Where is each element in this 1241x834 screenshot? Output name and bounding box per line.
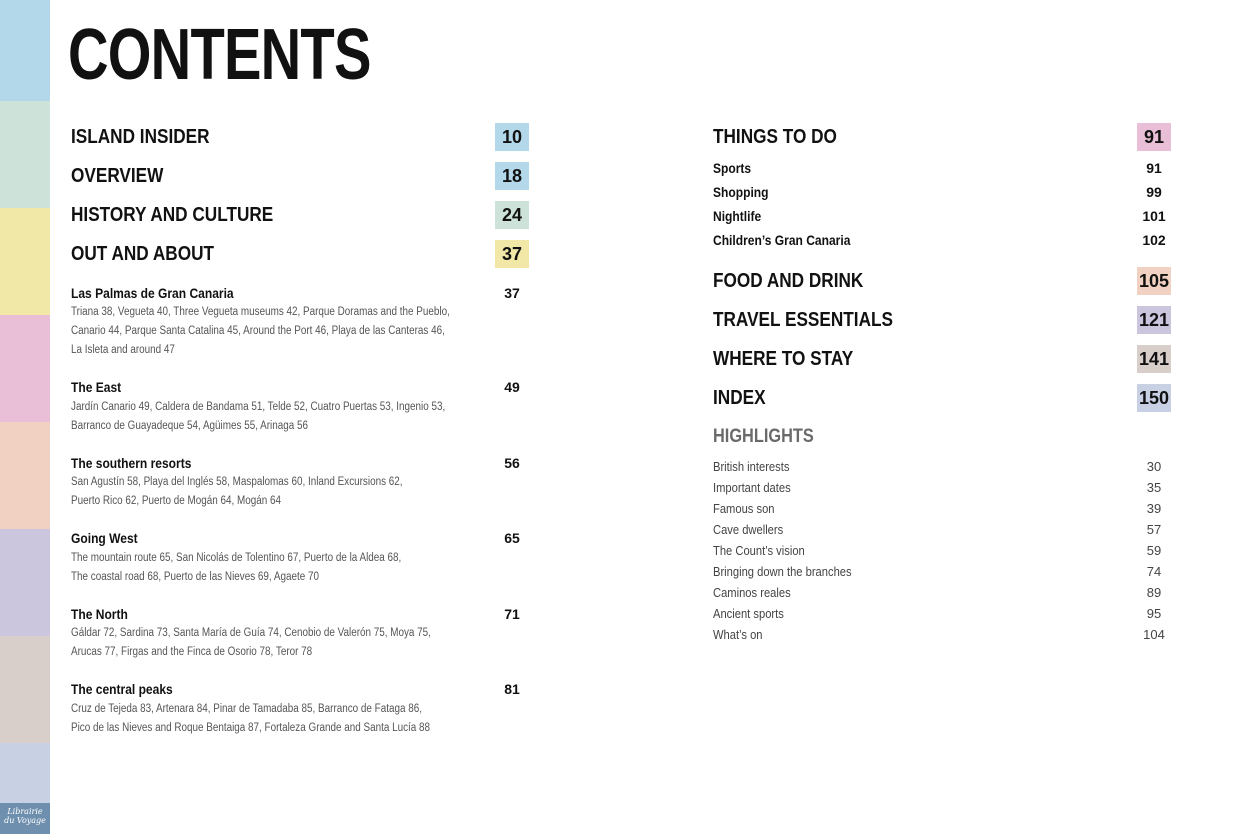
highlight-item[interactable]: Cave dwellers <box>713 522 784 537</box>
page-number-box: 10 <box>495 123 529 151</box>
highlight-page: 59 <box>1146 543 1162 558</box>
color-tab <box>0 0 50 101</box>
color-tab <box>0 101 50 208</box>
section-title: Las Palmas de Gran Canaria <box>71 285 234 301</box>
toc-entry-history-and-culture[interactable] <box>71 201 531 229</box>
description-line: Puerto Rico 62, Puerto de Mogán 64, Mogán 64 <box>71 495 282 507</box>
sub-entry-page: 102 <box>1142 232 1166 248</box>
section-page: 56 <box>504 455 520 471</box>
page-number-box: 150 <box>1137 384 1171 412</box>
highlight-page: 35 <box>1146 480 1162 495</box>
toc-entry-label: INDEX <box>713 387 766 409</box>
section-page: 81 <box>504 681 520 697</box>
section-description <box>71 549 401 587</box>
highlight-item[interactable]: Famous son <box>713 501 775 516</box>
highlight-page: 74 <box>1146 564 1162 579</box>
description-line: Triana 38, Vegueta 40, Three Vegueta museums 42, Parque Doramas and the Pueblo, <box>71 306 450 318</box>
section-title: The central peaks <box>71 681 173 697</box>
description-line: Jardín Canario 49, Caldera de Bandama 51, Telde 52, Cuatro Puertas 53, Ingenio 53, <box>71 401 446 413</box>
highlight-item[interactable]: Caminos reales <box>713 585 791 600</box>
page-number-box: 18 <box>495 162 529 190</box>
toc-entry-label: FOOD AND DRINK <box>713 270 864 292</box>
description-line: Canario 44, Parque Santa Catalina 45, Around the Port 46, Playa de las Canteras 46, <box>71 325 445 337</box>
highlight-page: 39 <box>1146 501 1162 516</box>
sub-entry-childrens[interactable]: Children’s Gran Canaria <box>713 232 851 248</box>
toc-entry-travel-essentials[interactable] <box>713 306 1173 334</box>
page-number-box: 121 <box>1137 306 1171 334</box>
description-line: San Agustín 58, Playa del Inglés 58, Maspalomas 60, Inland Excursions 62, <box>71 476 403 488</box>
highlights-heading: HIGHLIGHTS <box>713 426 814 447</box>
page-number-box: 24 <box>495 201 529 229</box>
section-title: The East <box>71 379 122 395</box>
sub-entry-nightlife[interactable]: Nightlife <box>713 208 762 224</box>
toc-entry-index[interactable] <box>713 384 1173 412</box>
description-line: La Isleta and around 47 <box>71 344 175 356</box>
logo-line-2: du Voyage <box>4 816 46 825</box>
toc-entry-where-to-stay[interactable] <box>713 345 1173 373</box>
toc-entry-label: HISTORY AND CULTURE <box>71 204 274 226</box>
toc-entry-label: TRAVEL ESSENTIALS <box>713 309 893 331</box>
highlight-item[interactable]: Ancient sports <box>713 606 784 621</box>
section-description <box>71 624 431 662</box>
section-page: 49 <box>504 379 520 395</box>
toc-entry-label: ISLAND INSIDER <box>71 126 210 148</box>
highlight-item[interactable]: British interests <box>713 459 790 474</box>
highlight-item[interactable]: What’s on <box>713 627 763 642</box>
highlight-item[interactable]: Bringing down the branches <box>713 564 852 579</box>
description-line: Pico de las Nieves and Roque Bentaiga 87, Fortaleza Grande and Santa Lucía 88 <box>71 722 431 734</box>
color-tab-strip <box>0 0 50 834</box>
highlight-page: 30 <box>1146 459 1162 474</box>
highlight-page: 104 <box>1143 627 1165 642</box>
color-tab <box>0 636 50 743</box>
highlight-item[interactable]: Important dates <box>713 480 791 495</box>
toc-entry-things-to-do[interactable] <box>713 123 1173 151</box>
color-tab <box>0 315 50 422</box>
toc-entry-out-and-about[interactable] <box>71 240 531 268</box>
section-title: Going West <box>71 530 138 546</box>
section-description <box>71 473 403 511</box>
sub-entry-page: 101 <box>1142 208 1166 224</box>
logo-line-1: Librairie <box>7 807 43 816</box>
description-line: Cruz de Tejeda 83, Artenara 84, Pinar de Tamadaba 85, Barranco de Fataga 86, <box>71 703 422 715</box>
page-number-box: 91 <box>1137 123 1171 151</box>
toc-entry-island-insider[interactable] <box>71 123 531 151</box>
toc-entry-food-and-drink[interactable] <box>713 267 1173 295</box>
toc-entry-label: WHERE TO STAY <box>713 348 854 370</box>
toc-entry-label: OVERVIEW <box>71 165 164 187</box>
toc-entry-label: THINGS TO DO <box>713 126 837 148</box>
section-title: The southern resorts <box>71 455 192 471</box>
highlight-page: 95 <box>1146 606 1162 621</box>
toc-entry-overview[interactable] <box>71 162 531 190</box>
section-description <box>71 398 445 436</box>
page-number-box: 105 <box>1137 267 1171 295</box>
sub-entry-page: 99 <box>1146 184 1162 200</box>
section-description <box>71 700 430 738</box>
section-page: 71 <box>504 606 520 622</box>
color-tab <box>0 208 50 315</box>
highlight-item[interactable]: The Count’s vision <box>713 543 805 558</box>
sub-entry-sports[interactable]: Sports <box>713 160 752 176</box>
toc-entry-label: OUT AND ABOUT <box>71 243 215 265</box>
color-tab <box>0 422 50 529</box>
page-number-box: 141 <box>1137 345 1171 373</box>
sub-entry-page: 91 <box>1146 160 1162 176</box>
description-line: The coastal road 68, Puerto de las Nieves 69, Agaete 70 <box>71 571 319 583</box>
description-line: Arucas 77, Firgas and the Finca de Osorio 78, Teror 78 <box>71 646 313 658</box>
sub-entry-shopping[interactable]: Shopping <box>713 184 769 200</box>
color-tab <box>0 529 50 636</box>
description-line: Barranco de Guayadeque 54, Agüimes 55, Arinaga 56 <box>71 420 308 432</box>
watermark-logo <box>0 803 50 834</box>
highlight-page: 57 <box>1146 522 1162 537</box>
description-line: Gáldar 72, Sardina 73, Santa María de Guía 74, Cenobio de Valerón 75, Moya 75, <box>71 627 431 639</box>
highlight-page: 89 <box>1146 585 1162 600</box>
section-title: The North <box>71 606 128 622</box>
page-number-box: 37 <box>495 240 529 268</box>
section-page: 65 <box>504 530 520 546</box>
section-description <box>71 303 450 360</box>
description-line: The mountain route 65, San Nicolás de Tolentino 67, Puerto de la Aldea 68, <box>71 552 402 564</box>
section-page: 37 <box>504 285 520 301</box>
page-title: CONTENTS <box>68 15 371 95</box>
